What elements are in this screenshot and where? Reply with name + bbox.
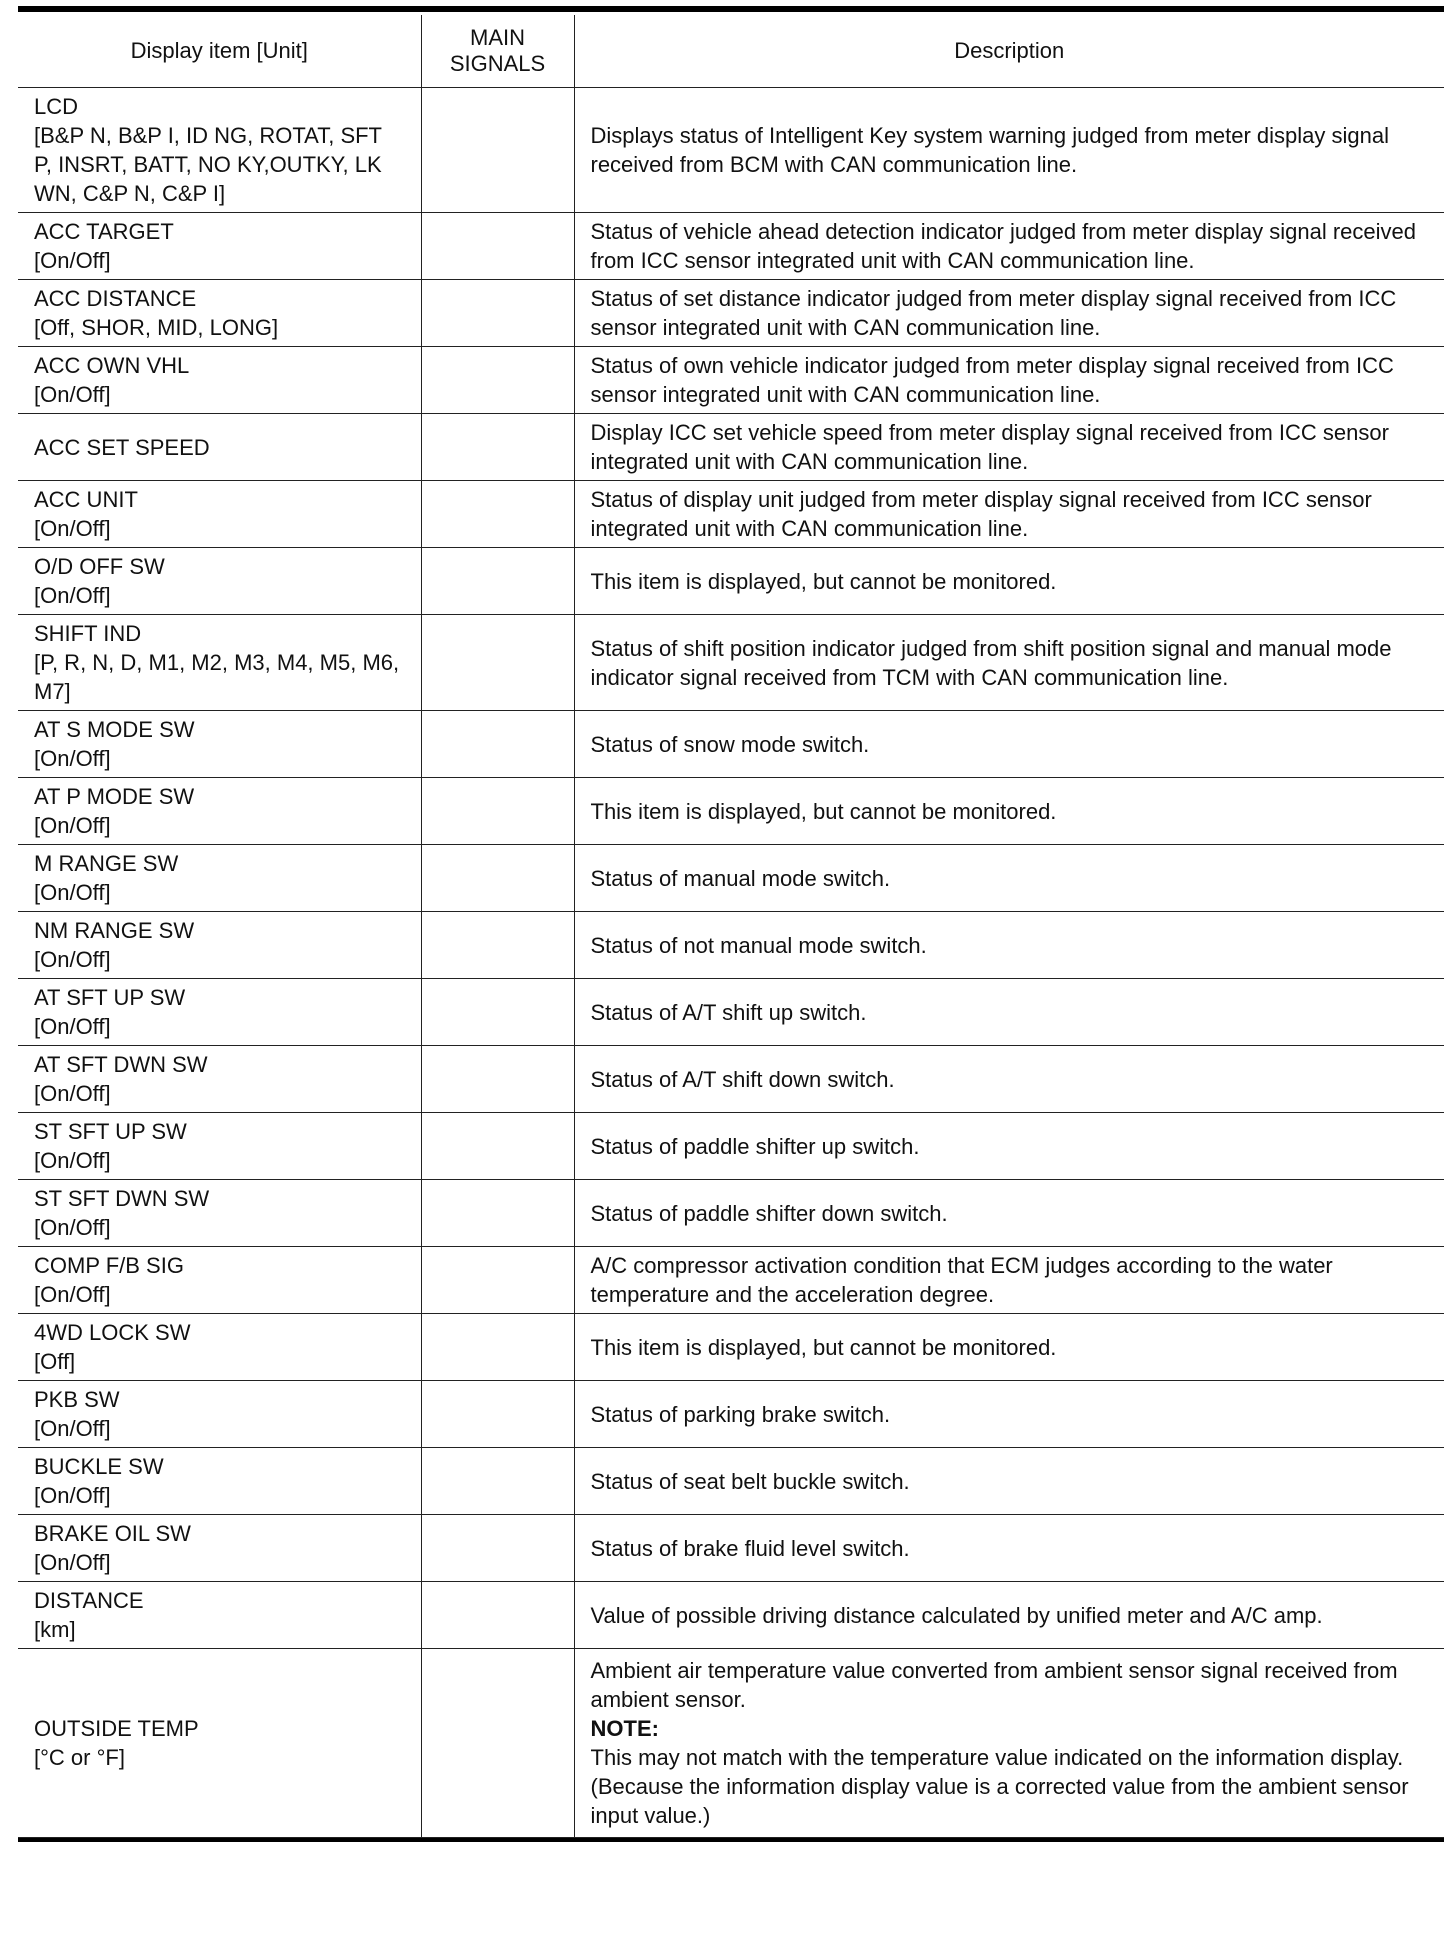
item-unit: [P, R, N, D, M1, M2, M3, M4, M5, M6, M7] [34, 650, 400, 704]
display-item-cell [18, 615, 421, 711]
description-cell: Status of shift position indicator judged from shift position signal and manual mode indicator signal received from TCM with CAN communication line. [574, 615, 1444, 711]
description-cell: This item is displayed, but cannot be monitored. [574, 1314, 1444, 1381]
table-row [18, 1381, 1444, 1448]
main-signals-cell [421, 1582, 574, 1649]
item-unit: [km] [34, 1617, 76, 1642]
table-row [18, 347, 1444, 414]
data-monitor-table [18, 15, 1444, 1838]
display-item-cell [18, 1180, 421, 1247]
main-signals-cell [421, 1247, 574, 1314]
item-unit: [On/Off] [34, 1483, 111, 1508]
item-name: OUTSIDE TEMP [34, 1716, 199, 1741]
item-name: ST SFT DWN SW [34, 1186, 210, 1211]
item-name: DISTANCE [34, 1588, 144, 1613]
table-row [18, 481, 1444, 548]
table-row [18, 1046, 1444, 1113]
description-cell: Value of possible driving distance calculated by unified meter and A/C amp. [574, 1582, 1444, 1649]
item-unit: [On/Off] [34, 880, 111, 905]
table-header-row [18, 15, 1444, 88]
description-cell: Status of brake fluid level switch. [574, 1515, 1444, 1582]
item-unit: [On/Off] [34, 248, 111, 273]
table-row [18, 1247, 1444, 1314]
item-unit: [On/Off] [34, 583, 111, 608]
header-display-item: Display item [Unit] [18, 15, 421, 88]
main-signals-cell [421, 979, 574, 1046]
display-item-cell [18, 912, 421, 979]
description-cell: Status of own vehicle indicator judged from meter display signal received from ICC sensor integrated unit with CAN communication line. [574, 347, 1444, 414]
item-unit: [Off] [34, 1349, 76, 1374]
main-signals-cell [421, 615, 574, 711]
main-signals-cell [421, 1381, 574, 1448]
display-item-cell [18, 481, 421, 548]
description-cell: Display ICC set vehicle speed from meter display signal received from ICC sensor integrated unit with CAN communication line. [574, 414, 1444, 481]
description-cell: Status of A/T shift down switch. [574, 1046, 1444, 1113]
display-item-cell [18, 979, 421, 1046]
description-cell: Status of set distance indicator judged from meter display signal received from ICC sensor integrated unit with CAN communication line. [574, 280, 1444, 347]
display-item-cell [18, 1247, 421, 1314]
table-row [18, 1180, 1444, 1247]
display-item-cell [18, 778, 421, 845]
description-cell: A/C compressor activation condition that ECM judges according to the water temperature and the acceleration degree. [574, 1247, 1444, 1314]
table-row [18, 711, 1444, 778]
item-name: ST SFT UP SW [34, 1119, 187, 1144]
main-signals-cell [421, 711, 574, 778]
table-row [18, 778, 1444, 845]
table-row [18, 213, 1444, 280]
table-row [18, 280, 1444, 347]
description-cell: Displays status of Intelligent Key system warning judged from meter display signal received from BCM with CAN communication line. [574, 88, 1444, 213]
description-cell [574, 1649, 1444, 1838]
item-unit: [On/Off] [34, 746, 111, 771]
item-name: ACC DISTANCE [34, 286, 197, 311]
bottom-rule [18, 1838, 1444, 1842]
display-item-cell [18, 845, 421, 912]
description-cell: This item is displayed, but cannot be monitored. [574, 548, 1444, 615]
item-name: PKB SW [34, 1387, 120, 1412]
item-unit: [On/Off] [34, 813, 111, 838]
description-cell: Status of vehicle ahead detection indicator judged from meter display signal received from ICC sensor integrated unit with CAN communication line. [574, 213, 1444, 280]
display-item-cell [18, 1448, 421, 1515]
display-item-cell [18, 1582, 421, 1649]
display-item-cell [18, 1046, 421, 1113]
main-signals-cell [421, 1046, 574, 1113]
item-unit: [On/Off] [34, 1081, 111, 1106]
item-unit: [On/Off] [34, 1416, 111, 1441]
item-unit: [On/Off] [34, 382, 111, 407]
item-name: ACC OWN VHL [34, 353, 190, 378]
display-item-cell [18, 1649, 421, 1838]
display-item-cell [18, 1314, 421, 1381]
display-item-cell [18, 280, 421, 347]
table-row [18, 1649, 1444, 1838]
description-cell: Status of paddle shifter down switch. [574, 1180, 1444, 1247]
item-unit: [On/Off] [34, 1282, 111, 1307]
item-name: M RANGE SW [34, 851, 179, 876]
description-cell: Status of display unit judged from meter display signal received from ICC sensor integrated unit with CAN communication line. [574, 481, 1444, 548]
table-row [18, 1113, 1444, 1180]
item-unit: [B&P N, B&P I, ID NG, ROTAT, SFT P, INSRT, BATT, NO KY,OUTKY, LK WN, C&P N, C&P I] [34, 123, 382, 206]
main-signals-cell [421, 1515, 574, 1582]
main-signals-cell [421, 347, 574, 414]
item-name: 4WD LOCK SW [34, 1320, 191, 1345]
table-row [18, 414, 1444, 481]
main-signals-cell [421, 845, 574, 912]
display-item-cell [18, 414, 421, 481]
item-name: AT S MODE SW [34, 717, 195, 742]
display-item-cell [18, 88, 421, 213]
item-name: AT P MODE SW [34, 784, 195, 809]
table-row [18, 548, 1444, 615]
description-cell: This item is displayed, but cannot be monitored. [574, 778, 1444, 845]
item-name: BRAKE OIL SW [34, 1521, 191, 1546]
display-item-cell [18, 1381, 421, 1448]
item-unit: [°C or °F] [34, 1745, 125, 1770]
display-item-cell [18, 347, 421, 414]
table-row [18, 1582, 1444, 1649]
description-cell: Status of parking brake switch. [574, 1381, 1444, 1448]
item-name: COMP F/B SIG [34, 1253, 184, 1278]
main-signals-cell [421, 1649, 574, 1838]
main-signals-cell [421, 280, 574, 347]
top-rule [18, 6, 1444, 12]
main-signals-cell [421, 548, 574, 615]
main-signals-cell [421, 213, 574, 280]
main-signals-cell [421, 481, 574, 548]
document-page [18, 6, 1444, 1842]
item-unit: [On/Off] [34, 1014, 111, 1039]
table-row [18, 912, 1444, 979]
main-signals-cell [421, 1314, 574, 1381]
display-item-cell [18, 1515, 421, 1582]
item-unit: [Off, SHOR, MID, LONG] [34, 315, 279, 340]
display-item-cell [18, 711, 421, 778]
note-label: NOTE: [590, 1716, 659, 1741]
table-row [18, 88, 1444, 213]
display-item-cell [18, 1113, 421, 1180]
item-name: O/D OFF SW [34, 554, 165, 579]
item-unit: [On/Off] [34, 516, 111, 541]
table-row [18, 1314, 1444, 1381]
main-signals-cell [421, 1180, 574, 1247]
description-cell: Status of seat belt buckle switch. [574, 1448, 1444, 1515]
table-row [18, 979, 1444, 1046]
description-cell: Status of snow mode switch. [574, 711, 1444, 778]
item-unit: [On/Off] [34, 1550, 111, 1575]
description-cell: Status of not manual mode switch. [574, 912, 1444, 979]
table-row [18, 615, 1444, 711]
table-row [18, 1515, 1444, 1582]
description-cell: Status of A/T shift up switch. [574, 979, 1444, 1046]
table-row [18, 1448, 1444, 1515]
item-name: AT SFT DWN SW [34, 1052, 208, 1077]
description-cell: Status of paddle shifter up switch. [574, 1113, 1444, 1180]
item-unit: [On/Off] [34, 1148, 111, 1173]
item-name: LCD [34, 94, 79, 119]
table-row [18, 845, 1444, 912]
display-item-cell [18, 548, 421, 615]
display-item-cell [18, 213, 421, 280]
main-signals-cell [421, 88, 574, 213]
main-signals-cell [421, 414, 574, 481]
item-name: ACC TARGET [34, 219, 174, 244]
note-text: This may not match with the temperature value indicated on the information display. (Because the information display value is a corrected value from the ambient sensor input value.) [590, 1745, 1409, 1828]
description-text: Ambient air temperature value converted from ambient sensor signal received from ambient sensor. [590, 1658, 1398, 1712]
item-name: NM RANGE SW [34, 918, 195, 943]
description-cell: Status of manual mode switch. [574, 845, 1444, 912]
item-name: ACC SET SPEED [34, 434, 210, 460]
item-unit: [On/Off] [34, 947, 111, 972]
main-signals-cell [421, 1113, 574, 1180]
header-main-signals: MAIN SIGNALS [421, 15, 574, 88]
item-name: BUCKLE SW [34, 1454, 164, 1479]
item-name: ACC UNIT [34, 487, 138, 512]
item-unit: [On/Off] [34, 1215, 111, 1240]
item-name: AT SFT UP SW [34, 985, 186, 1010]
main-signals-cell [421, 912, 574, 979]
item-name: SHIFT IND [34, 621, 142, 646]
main-signals-cell [421, 1448, 574, 1515]
main-signals-cell [421, 778, 574, 845]
header-description: Description [574, 15, 1444, 88]
